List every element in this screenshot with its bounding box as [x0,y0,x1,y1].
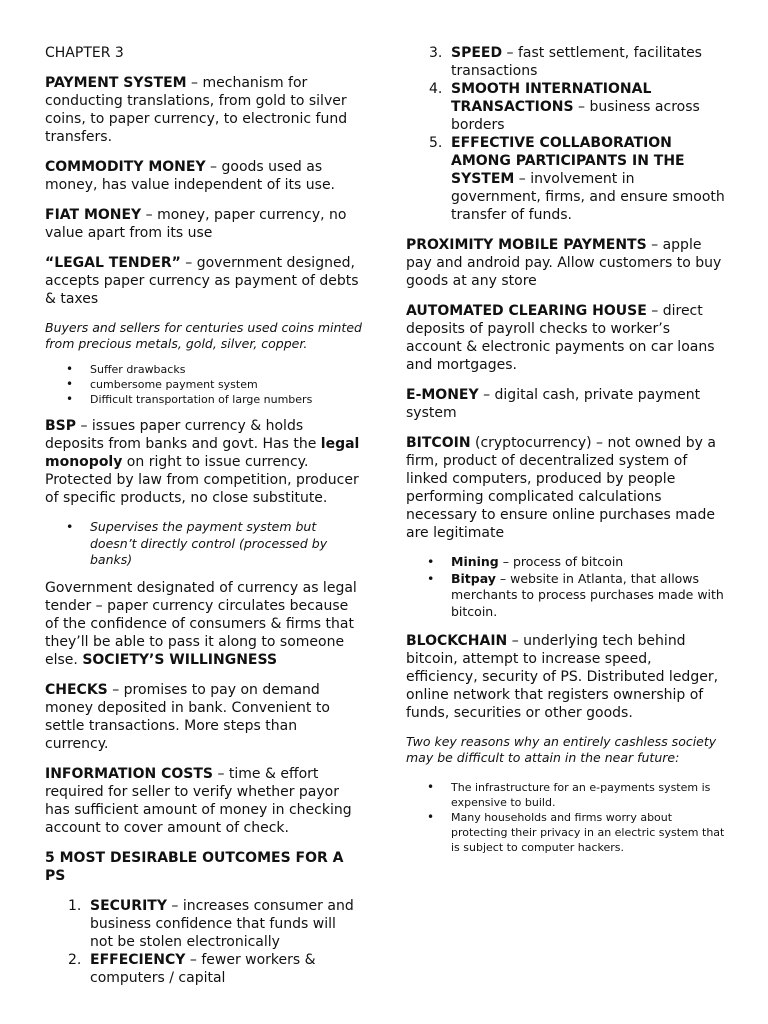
cashless-note: Two key reasons why an entirely cashless society may be difficult to attain in the near future: [406,734,717,765]
outcomes-heading: 5 MOST DESIRABLE OUTCOMES FOR A PS [45,849,344,884]
left-column [45,44,363,987]
term: legal monopoly [45,436,360,470]
chapter-heading: CHAPTER 3 [45,45,124,61]
definition: – digital cash, private payment system [406,387,701,421]
payment-system-def [45,74,363,146]
outcomes-list-part2 [406,44,726,224]
term: SECURITY [90,897,167,914]
definition: – mechanism for conducting translations, from gold to silver coins, to paper currency, to electronic fund transfers. [45,75,348,145]
definition: – underlying tech behind bitcoin, attempt to increase speed, efficiency, security of PS. Distributed ledger, online network that registers ownership of funds, securities or other goods. [406,633,719,721]
definition: – fast settlement, facilitates transactions [451,45,702,79]
list-item [429,80,726,134]
definition: – website in Atlanta, that allows merchants to process purchases made with bitcoin. [451,570,724,619]
definition: – process of bitcoin [498,554,624,569]
list-item [68,897,363,951]
emoney-def [406,386,726,422]
list-item: • Suffer drawbacks [90,362,363,377]
term: PROXIMITY MOBILE PAYMENTS [406,237,647,253]
definition: – issues paper currency & holds deposits from banks and govt. Has the [45,418,321,452]
bitcoin-list [406,554,726,620]
list-item: • The infrastructure for an e-payments system is expensive to build. [451,780,726,810]
definition: – goods used as money, has value independent of its use. [45,159,336,193]
term: FIAT MONEY [45,207,142,223]
definition: – money, paper currency, no value apart from its use [45,207,347,241]
term: COMMODITY MONEY [45,159,206,175]
term: SPEED [451,45,503,61]
buyers-note: Buyers and sellers for centuries used coins minted from precious metals, gold, silver, copper. [45,320,362,351]
list-item: • Supervises the payment system but doesn’t directly control (processed by banks) [90,519,363,569]
definition: – business across borders [451,99,700,133]
term: SMOOTH INTERNATIONAL TRANSACTIONS [451,81,652,115]
term: INFORMATION COSTS [45,765,213,782]
commodity-money-def [45,158,363,194]
definition: – promises to pay on demand money deposited in bank. Convenient to settle transactions. More steps than currency. [45,681,330,752]
paragraph-text: Government designated of currency as legal tender – paper currency circulates because of the confidence of consumers & firms that they’ll be able to pass it along to someone else. [45,579,357,668]
term: CHECKS [45,681,108,698]
government-paragraph [45,579,363,669]
term: Mining [451,554,499,569]
legal-tender-def [45,254,363,308]
term: AUTOMATED CLEARING HOUSE [406,303,647,319]
outcomes-list-part1 [45,897,363,987]
definition: – apple pay and android pay. Allow customers to buy goods at any store [406,237,722,289]
ach-def [406,302,726,374]
coin-drawbacks-list [45,362,363,407]
definition: (cryptocurrency) – not owned by a firm, product of decentralized system of linked computers, produced by people performing complicated calculations necessary to ensure online purchases made are legitimate [406,435,716,541]
definition: – government designed, accepts paper currency as payment of debts & taxes [45,255,359,307]
bitcoin-def [406,434,726,542]
definition: – involvement in government, firms, and ensure smooth transfer of funds. [451,171,725,223]
term: BSP [45,418,77,434]
definition: – fewer workers & computers / capital [90,951,316,986]
term: BITCOIN [406,435,471,451]
list-item: • Difficult transportation of large numbers [90,392,363,407]
definition: – direct deposits of payroll checks to worker’s account & electronic payments on car loans and mortgages. [406,303,715,373]
item-number: 1. [68,897,82,914]
list-item: • Many households and firms worry about protecting their privacy in an electric system that is subject to computer hackers. [451,810,726,855]
term: Bitpay [451,570,496,586]
checks-def [45,681,363,753]
term: E-MONEY [406,387,479,403]
list-item [451,571,726,621]
item-number: 4. [429,81,443,97]
item-number: 2. [68,951,82,968]
term: PAYMENT SYSTEM [45,75,187,91]
item-number: 5. [429,135,443,151]
term: SOCIETY’S WILLINGNESS [82,651,278,668]
list-item [68,951,363,987]
list-item [451,554,726,571]
information-costs-def [45,765,363,837]
list-item: • cumbersome payment system [90,377,363,392]
fiat-money-def [45,206,363,242]
bsp-list [45,519,363,569]
item-number: 3. [429,45,443,61]
list-item [429,44,726,80]
proximity-payments-def [406,236,726,290]
bsp-def [45,417,363,507]
term: “LEGAL TENDER” [45,255,181,271]
definition: on right to issue currency. Protected by law from competition, producer of specific products, no close substitute. [45,454,359,506]
right-column [406,44,726,865]
term: BLOCKCHAIN [406,633,508,649]
definition: – time & effort required for seller to verify whether payor has sufficient amount of money in checking account to cover amount of check. [45,765,352,836]
term: EFFECTIVE COLLABORATION AMONG PARTICIPANTS IN THE SYSTEM [451,135,685,187]
definition: – increases consumer and business confidence that funds will not be stolen electronically [90,897,354,950]
list-item [429,134,726,224]
blockchain-def [406,632,726,722]
term: EFFECIENCY [90,951,186,968]
cashless-reasons-list [406,780,726,855]
